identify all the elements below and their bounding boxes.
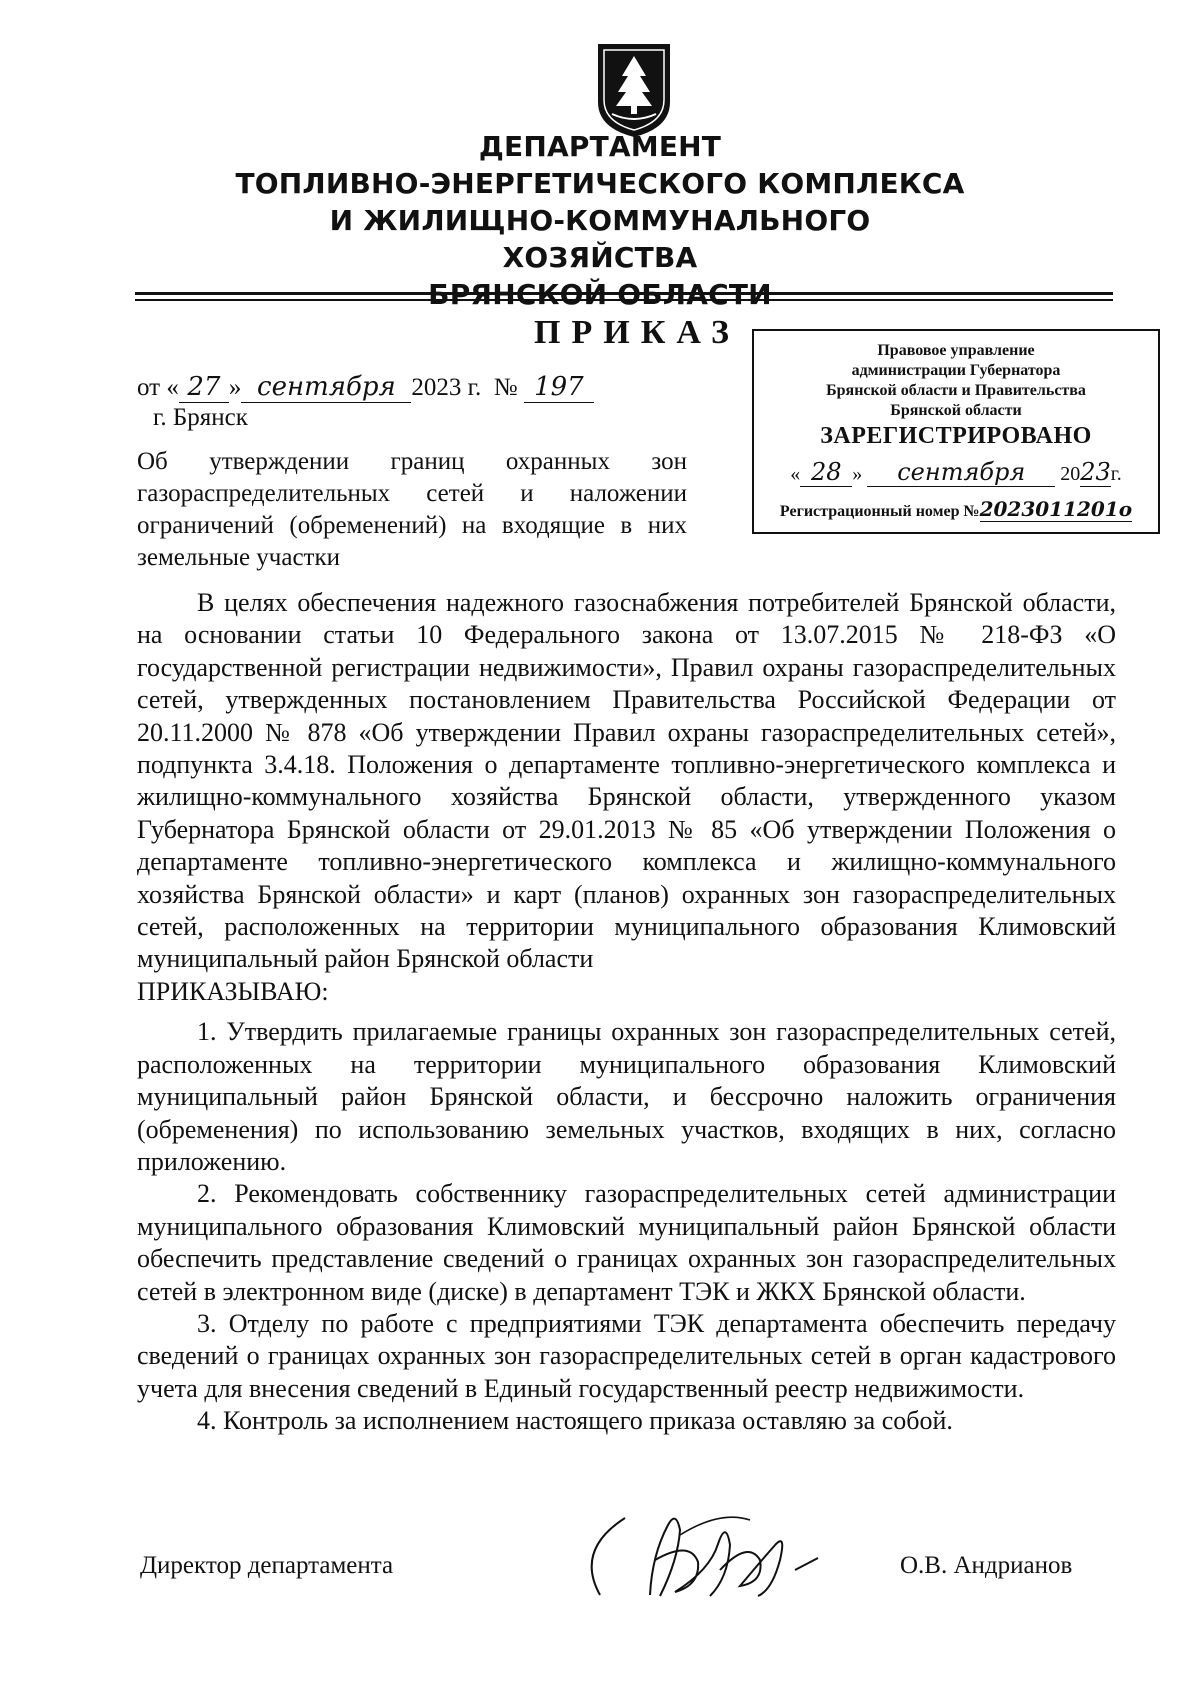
stamp-org (754, 341, 1158, 421)
date-prefix: от « (137, 374, 179, 401)
handwritten-signature-icon (580, 1500, 850, 1620)
date-close: » (228, 374, 242, 401)
stamp-reg-label: Регистрационный номер № (779, 503, 980, 520)
signatory-name: О.В. Андрианов (900, 1552, 1073, 1579)
stamp-reg-number: 2023011201о (979, 497, 1133, 521)
order-year: 2023 г. (411, 374, 482, 401)
order-item: 3. Отделу по работе с предприятиями ТЭК департамента обеспечить передачу сведений о границах охранных зон газораспределительных сетей в орган кадастрового учета для внесения сведений в Единый государственный реестр недвижимости. (137, 1308, 1116, 1403)
stamp-status: ЗАРЕГИСТРИРОВАНО (820, 423, 1092, 449)
order-city: г. Брянск (153, 404, 248, 431)
dept-line: ДЕПАРТАМЕНТ (478, 130, 722, 163)
stamp-date-open: « (790, 463, 801, 485)
stamp-date-close: » (852, 463, 863, 485)
preamble-paragraph: В целях обеспечения надежного газоснабжения потребителей Брянской области, на основании статьи 10 Федерального закона от 13.07.2015 № 218-ФЗ «О государственной регистрации недвижимости», Правил охраны газораспределительных сетей, утвержденных постановлением Правительства Российской Федерации от 20.11.2000 № 878 «Об утверждении Правил охраны газораспределительных сетей», подпункта 3.4.18. Положения о департаменте топливно-энергетического комплекса и жилищно-коммунального хозяйства Брянской области, утвержденного указом Губернатора Брянской области от 29.01.2013 № 85 «Об утверждении Положения о департаменте топливно-энергетического комплекса и жилищно-коммунального хозяйства Брянской области» и карт (планов) охранных зон газораспределительных сетей, расположенных на территории муниципального образования Климовский муниципальный район Брянской области (137, 588, 1116, 974)
header-divider (135, 299, 1113, 301)
stamp-date (754, 458, 1158, 487)
department-header (230, 128, 970, 313)
order-body (137, 587, 1116, 1438)
order-month: сентября (241, 372, 411, 403)
order-subject: Об утверждении границ охранных зон газораспределительных сетей и наложении ограничений (обременений) на входящие в них земельные участки (137, 448, 687, 571)
stamp-year-suffix: 23 (1080, 458, 1111, 486)
order-item: 4. Контроль за исполнением настоящего приказа оставляю за собой. (197, 1406, 953, 1436)
order-word: ПРИКАЗЫВАЮ: (137, 976, 329, 1006)
stamp-org-line: Брянской области (890, 402, 1022, 419)
bryansk-coat-of-arms-icon (594, 40, 674, 140)
order-date-line (137, 372, 594, 403)
stamp-month: сентября (867, 458, 1055, 487)
stamp-org-line: Правовое управление (877, 342, 1035, 359)
order-day: 27 (179, 372, 229, 403)
registration-stamp (752, 329, 1160, 534)
stamp-reg-number-line (754, 497, 1158, 522)
order-number: 197 (524, 372, 594, 403)
order-item: 1. Утвердить прилагаемые границы охранных зон газораспределительных сетей, расположенных на территории муниципального образования Климовский муниципальный район Брянской области, и бессрочно наложить ограничения (обременения) по использованию земельных участков, входящих в них, согласно приложению. (137, 1017, 1116, 1176)
stamp-org-line: администрации Губернатора (851, 362, 1061, 379)
dept-line: ТОПЛИВНО-ЭНЕРГЕТИЧЕСКОГО КОМПЛЕКСА (235, 167, 965, 200)
stamp-year-g: г. (1110, 463, 1122, 485)
order-title: ПРИКАЗ (534, 314, 740, 351)
header-divider (135, 292, 1113, 295)
number-sign: № (493, 374, 518, 401)
order-item: 2. Рекомендовать собственнику газораспределительных сетей администрации муниципального образования Климовский муниципальный район Брянской области обеспечить представление сведений о границах охранных зон газораспределительных сетей в электронном виде (диске) в департамент ТЭК и ЖКХ Брянской области. (137, 1179, 1116, 1306)
stamp-year-prefix: 20 (1060, 463, 1081, 485)
signatory-position: Директор департамента (140, 1552, 394, 1579)
dept-line: И ЖИЛИЩНО-КОММУНАЛЬНОГО ХОЗЯЙСТВА (329, 204, 871, 274)
stamp-day: 28 (800, 458, 852, 487)
stamp-org-line: Брянской области и Правительства (826, 382, 1086, 399)
